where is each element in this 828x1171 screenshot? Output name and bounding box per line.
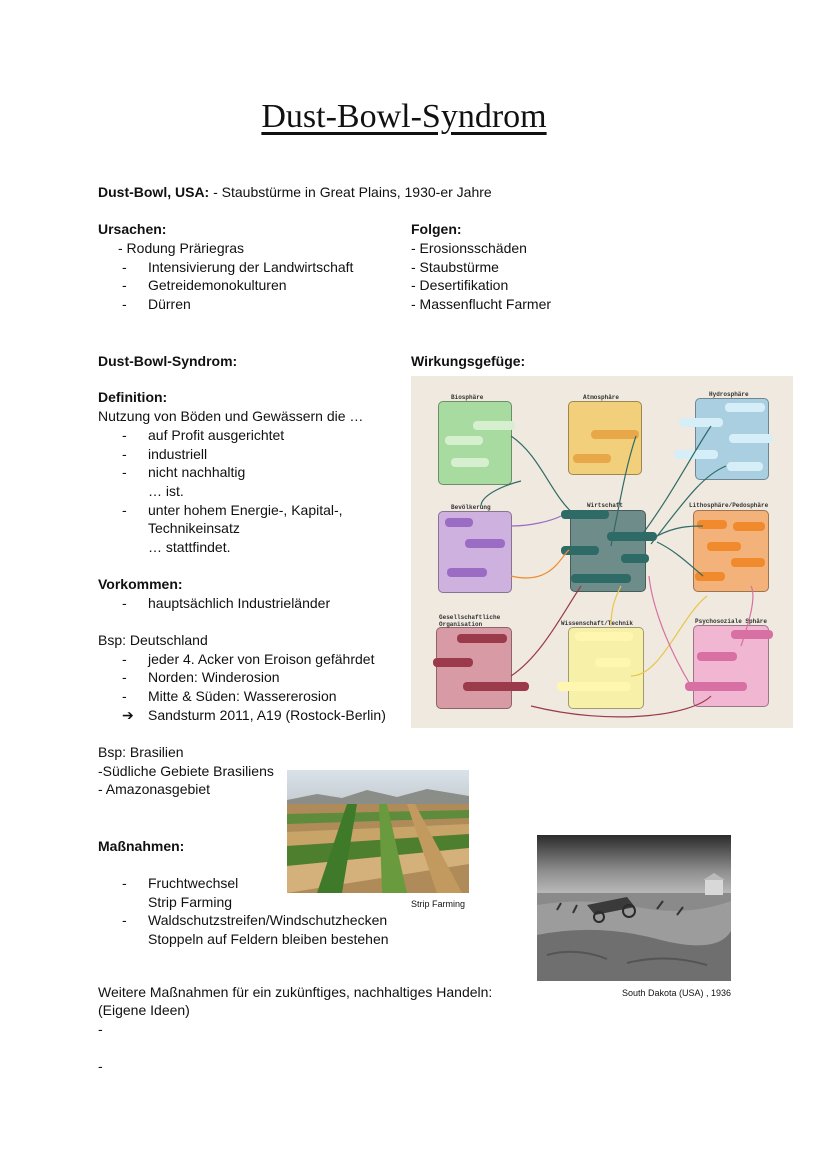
definition-stattfindet: … stattfindet. <box>148 539 231 555</box>
massnahmen-item-cont: Stoppeln auf Feldern bleiben bestehen <box>148 931 389 947</box>
folgen-item: - Desertifikation <box>411 277 509 293</box>
weitere-line1: Weitere Maßnahmen für ein zukünftiges, nachhaltiges Handeln: <box>98 984 493 1000</box>
ursachen-heading: Ursachen: <box>98 221 167 237</box>
definition-lead: Nutzung von Böden und Gewässern die … <box>98 408 364 424</box>
definition-ist: … ist. <box>148 483 184 499</box>
ursachen-item: - Getreidemonokulturen <box>122 277 287 293</box>
weitere-dash: - <box>98 1058 103 1074</box>
arrow-icon: ➔ <box>122 707 134 723</box>
definition-item: - nicht nachhaltig <box>122 464 246 480</box>
deutschland-arrow-item: ➔ Sandsturm 2011, A19 (Rostock-Berlin) <box>122 707 386 723</box>
intro-text: - Staubstürme in Great Plains, 1930-er Jahre <box>209 184 492 200</box>
massnahmen-item-cont: Strip Farming <box>148 894 233 910</box>
massnahmen-item: - Waldschutzstreifen/Windschutzhecken <box>122 912 388 928</box>
ursachen-first: - Rodung Präriegras <box>118 240 245 256</box>
sphere-label: Wirtschaft <box>587 502 624 509</box>
intro-label: Dust-Bowl, USA: <box>98 184 210 200</box>
massnahmen-item: - Fruchtwechsel <box>122 875 239 891</box>
deutschland-item: - Norden: Winderosion <box>122 669 280 685</box>
sphere-label: Psychosoziale Sphäre <box>695 618 768 625</box>
weitere-line2: (Eigene Ideen) <box>98 1002 190 1018</box>
definition-heading: Definition: <box>98 389 168 405</box>
sphere-label: Gesellschaftliche <box>439 614 501 621</box>
wirkungs-heading: Wirkungsgefüge: <box>411 353 526 369</box>
brasilien-item: -Südliche Gebiete Brasiliens <box>98 763 274 779</box>
definition-item-cont: Technikeinsatz <box>148 520 240 536</box>
sphere-label: Hydrosphäre <box>709 391 749 398</box>
vorkommen-heading: Vorkommen: <box>98 576 183 592</box>
folgen-item: - Staubstürme <box>411 259 499 275</box>
definition-item: - industriell <box>122 446 208 462</box>
wirkungsgefuege-diagram <box>411 376 793 728</box>
sphere-label: Organisation <box>439 621 483 628</box>
sphere-label: Biosphäre <box>451 394 484 401</box>
brasilien-item: - Amazonasgebiet <box>98 781 211 797</box>
deutschland-item: - Mitte & Süden: Wassererosion <box>122 688 337 704</box>
weitere-dash: - <box>98 1021 103 1037</box>
sphere-label: Atmosphäre <box>583 394 620 401</box>
massnahmen-heading: Maßnahmen: <box>98 838 185 854</box>
strip-farming-caption: Strip Farming <box>411 899 466 909</box>
ursachen-item: - Intensivierung der Landwirtschaft <box>122 259 354 275</box>
page-title: Dust-Bowl-Syndrom <box>261 98 547 135</box>
strip-farming-photo <box>287 770 469 893</box>
sphere-label: Lithosphäre/Pedosphäre <box>689 502 769 509</box>
definition-item: - unter hohem Energie-, Kapital-, <box>122 502 343 518</box>
intro-line <box>98 183 492 202</box>
diagram-arrows <box>411 376 793 728</box>
syndrom-heading: Dust-Bowl-Syndrom: <box>98 353 238 369</box>
sphere-label: Bevölkerung <box>451 504 491 511</box>
deutschland-heading: Bsp: Deutschland <box>98 632 208 648</box>
brasilien-heading: Bsp: Brasilien <box>98 744 184 760</box>
south-dakota-photo <box>537 835 731 981</box>
sphere-label: Wissenschaft/Technik <box>561 620 634 627</box>
ursachen-item: - Dürren <box>122 296 191 312</box>
folgen-item: - Erosionsschäden <box>411 240 527 256</box>
definition-item: - auf Profit ausgerichtet <box>122 427 285 443</box>
folgen-heading: Folgen: <box>411 221 462 237</box>
south-dakota-caption: South Dakota (USA) , 1936 <box>622 988 732 998</box>
folgen-item: - Massenflucht Farmer <box>411 296 552 312</box>
deutschland-item: - jeder 4. Acker von Eroison gefährdet <box>122 651 375 667</box>
vorkommen-item: - hauptsächlich Industrieländer <box>122 595 331 611</box>
